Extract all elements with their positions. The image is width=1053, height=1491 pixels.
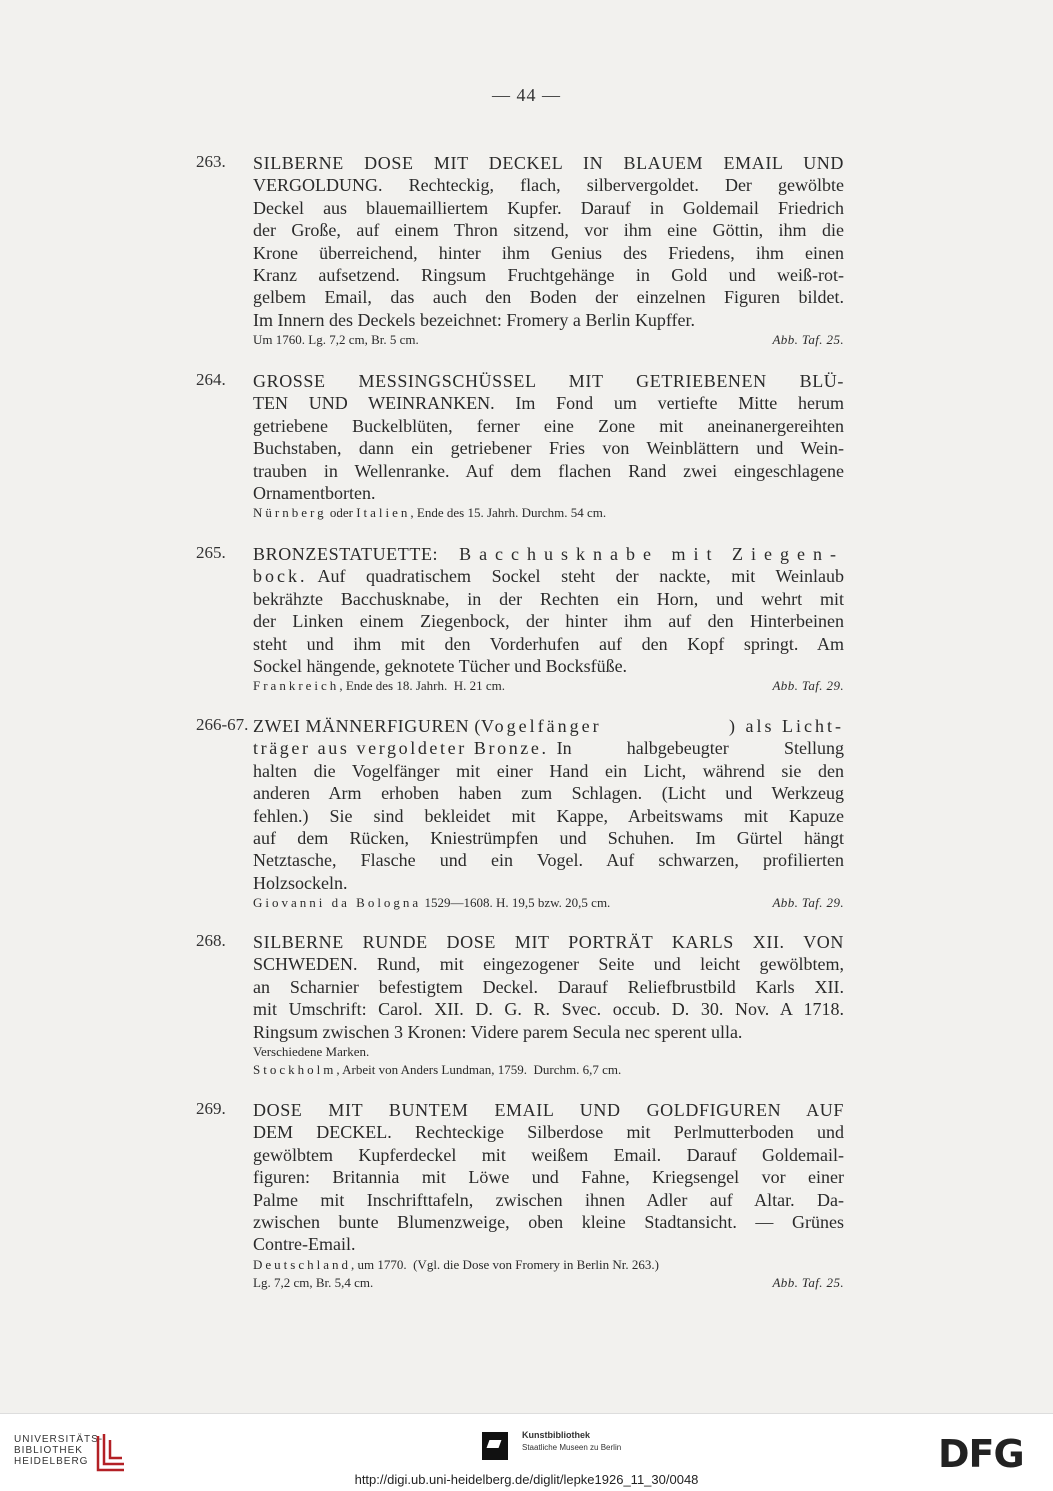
permalink-url[interactable]: http://digi.ub.uni-heidelberg.de/diglit/lepke1926_11_30/0048 [354,1472,699,1487]
digitization-footer [0,1413,1053,1491]
entry-text-line: Deckel aus blauemailliertem Kupfer. Darauf in Goldemail Friedrich [253,197,844,218]
kunstbibliothek-name: Kunstbibliothek [522,1430,590,1440]
entry-text-line: der Große, auf einem Thron sitzend, vor ihm eine Göttin, ihm die [253,220,844,241]
entry-title-end: ) als Licht- [729,716,844,736]
plate-reference: Abb. Taf. 29. [772,895,844,911]
entry-text-line: figuren: Britannia mit Löwe und Fahne, Kriegsengel vor einer [253,1167,844,1188]
entry-meta-info: Um 1760. Lg. 7,2 cm, Br. 5 cm. [253,332,419,348]
dfg-logo[interactable]: DFG [938,1432,1024,1476]
entry-number: 265. [196,543,226,562]
entry-meta-detail: , Ende des 18. Jahrh. H. 21 cm. [339,678,506,694]
entry-title-line: DOSE MIT BUNTEM EMAIL UND GOLDFIGUREN AUF [253,1100,844,1120]
page-number: — 44 — [492,85,561,105]
entry-number: 264. [196,370,226,389]
entry-text-line: Im Innern des Deckels bezeichnet: Fromery a Berlin Kupffer. [253,309,696,330]
place-name: Stockholm [253,1061,337,1077]
place-name: Italien [356,505,411,521]
entry-meta-info: , Ende des 15. Jahrh. Durchm. 54 cm. [410,505,607,521]
entry-title-line: GROSSE MESSINGSCHÜSSEL MIT GETRIEBENEN BLÜ- [253,371,844,391]
plate-reference: Abb. Taf. 25. [772,332,844,348]
entry-title-line [253,715,844,737]
entry-meta [253,894,844,912]
entry-text-line [253,737,844,759]
entry-title-line [253,543,844,565]
entry-meta-detail: , um 1770. (Vgl. die Dose von Fromery in Berlin Nr. 263.) [350,1256,659,1272]
entry-title [253,715,602,737]
entry-subject: Vogelfänger [480,716,602,736]
entry-meta-info: , Arbeit von Anders Lundman, 1759. Durchm. 6,7 cm. [336,1061,622,1077]
entry-text-line [253,565,844,587]
entry-title-line: SILBERNE DOSE MIT DECKEL IN BLAUEM EMAIL UND [253,153,844,173]
entry-meta [253,1043,844,1061]
entry-marks: Verschiedene Marken. [253,1043,370,1059]
entry-text-line: Netztasche, Flasche und ein Vogel. Auf schwarzen, profilierten [253,850,844,871]
entry-text-line: Ornamentborten. [253,482,376,503]
entry-meta [253,504,844,522]
entry-meta-info [253,894,610,912]
entry-text-line: Contre-Email. [253,1234,356,1255]
entry-meta [253,1061,844,1079]
entry-text-line: Kranz aufsetzend. Ringsum Fruchtgehänge in Gold und weiß-rot- [253,264,844,285]
entry-meta-info [253,1256,659,1274]
entry-text-line: trauben in Wellenranke. Auf dem flachen Rand zwei eingeschlagene [253,460,844,481]
entry-subject: bock. [253,566,308,587]
entry-text-line: zwischen bunte Blumenzweige, oben kleine Stadtansicht. — Grünes [253,1211,844,1232]
place-name: Deutschland [253,1256,351,1272]
entry-subject: träger aus vergoldeter Bronze. [253,738,549,759]
university-library-logo[interactable] [14,1434,103,1467]
entry-meta-info [253,677,505,695]
entry-text-line: gelbem Email, das auch den Boden der einzelnen Figuren bildet. [253,287,844,308]
entry-text-line: gewölbtem Kupferdeckel mit weißem Email. Darauf Goldemail- [253,1144,844,1165]
logo-text-line: HEIDELBERG [14,1456,89,1467]
entry-text-line: SCHWEDEN. Rund, mit eingezogener Seite und leicht gewölbtem, [253,954,844,975]
entry-text-line: Holzsockeln. [253,872,348,893]
entry-text-line: Buchstaben, dann ein getriebener Fries von Weinblättern und Wein- [253,438,844,459]
entry-text: In halbgebeugter Stellung [556,738,844,759]
entry-meta [253,331,844,349]
entry-text-line: steht und ihm mit den Vorderhufen auf den Kopf springt. Am [253,633,844,654]
entry-number: 268. [196,931,226,950]
entry-number: 263. [196,152,226,171]
artist-name: Giovanni da Bologna [253,895,422,911]
entry-subject: Bacchusknabe mit Ziegen- [459,544,844,564]
entry-text-line: Krone überreichend, hinter ihm Genius des Friedens, ihm einen [253,242,844,263]
entry-text-line: Ringsum zwischen 3 Kronen: Videre parem Secula nec sperent ulla. [253,1021,743,1042]
entry-number: 266-67. [196,715,249,734]
entry-text-line: Palme mit Inschrifttafeln, zwischen ihnen Adler auf Altar. Da- [253,1189,844,1210]
entry-text-line: der Linken einem Ziegenbock, der hinter ihm auf den Hinterbeinen [253,611,844,632]
entry-text-line: fehlen.) Sie sind bekleidet mit Kappe, Arbeitswams mit Kapuze [253,805,844,826]
entry-text-line: DEM DECKEL. Rechteckige Silberdose mit Perlmutterboden und [253,1122,844,1143]
entry-text: Auf quadratischem Sockel steht der nackte, mit Weinlaub [317,566,844,587]
entry-title: BRONZESTATUETTE: [253,544,439,564]
entry-text-line: an Scharnier befestigtem Deckel. Darauf Reliefbrustbild Karls XII. [253,976,844,997]
entry-meta [253,677,844,695]
entry-title-line: SILBERNE RUNDE DOSE MIT PORTRÄT KARLS XII. VON [253,932,844,952]
entry-text-line: getriebene Buckelblüten, ferner eine Zone mit aneinanergereihten [253,415,844,436]
entry-text-line: halten die Vogelfänger mit einer Hand ein Licht, während sie den [253,760,844,781]
place-name: Frankreich [253,678,340,694]
entry-meta-connector: oder [326,505,357,521]
entry-number: 269. [196,1099,226,1118]
entry-text-line: bekrähzte Bacchusknabe, in der Rechten ein Horn, und wehrt mit [253,588,844,609]
heidelberg-mark-icon [94,1430,128,1474]
kunstbibliothek-text [522,1428,621,1454]
entry-text-line: TEN UND WEINRANKEN. Im Fond um vertiefte Mitte herum [253,393,844,414]
entry-text-line: Sockel hängende, geknotete Tücher und Bocksfüße. [253,655,628,676]
logo-text-line: UNIVERSITÄTS- [14,1434,104,1445]
entry-text-line: mit Umschrift: Carol. XII. D. G. R. Svec. occub. D. 30. Nov. A 1718. [253,999,844,1020]
entry-meta [253,1274,844,1292]
entry-text-line: VERGOLDUNG. Rechteckig, flach, silbervergoldet. Der gewölbte [253,175,844,196]
entry-title-caps: ZWEI MÄNNERFIGUREN ( [253,716,481,736]
entry-text-line: anderen Arm erhoben haben zum Schlagen. (Licht und Werkzeug [253,783,844,804]
kunstbibliothek-icon [482,1432,508,1460]
entry-meta-detail: 1529—1608. H. 19,5 bzw. 20,5 cm. [421,895,611,911]
plate-reference: Abb. Taf. 29. [772,678,844,694]
kunstbibliothek-subtitle: Staatliche Museen zu Berlin [522,1443,622,1452]
place-name: Nürnberg [253,505,327,521]
plate-reference: Abb. Taf. 25. [772,1274,844,1290]
entry-meta [253,1256,844,1274]
entry-text-line: auf dem Rücken, Kniestrümpfen und Schuhen. Im Gürtel hängt [253,827,844,848]
entry-dimensions: Lg. 7,2 cm, Br. 5,4 cm. [253,1274,374,1290]
logo-text-line: BIBLIOTHEK [14,1445,83,1456]
